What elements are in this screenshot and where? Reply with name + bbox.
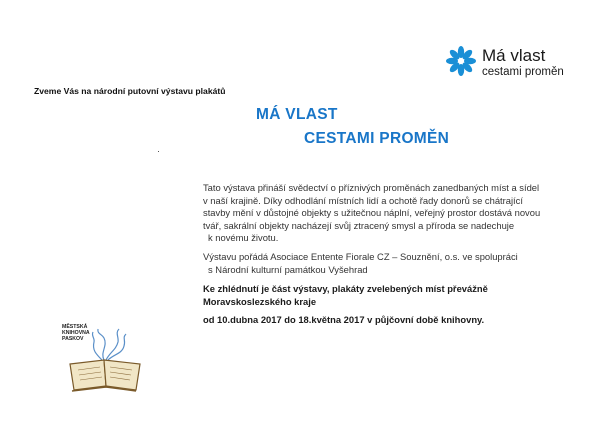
paragraph-line: Tato výstava přináší svědectví o příznivých proměnách zanedbaných míst a sídel [203,182,540,193]
organizer-paragraph [203,251,588,276]
paragraph-line: k novému životu. [208,232,279,244]
paragraph-line: stavby mění v důstojné objekty s užitečnou náplní, veřejný prostor dostává novou [203,207,541,219]
dates-line: od 10.dubna 2017 do 18.května 2017 v půjčovní době knihovny. [203,314,485,325]
exhibition-note [203,283,588,308]
flower-icon [444,44,478,78]
page-title-line2: CESTAMI PROMĚN [304,130,450,147]
paragraph-line: v naší krajině. Díky odhodlání místních lidí a ochotě řady donorů se chátrající [203,194,523,206]
paragraph-line: Moravskoslezského kraje [203,295,317,307]
library-name-line: KNIHOVNA [62,330,90,337]
invitation-line: Zveme Vás na národní putovní výstavu plakátů [34,86,226,96]
paragraph-line: tvář, sakrální objekty nacházejí svůj ztracený smysl a příroda se nadechuje [203,219,515,231]
logo-title: Má vlast [482,46,546,65]
page-title-line1: MÁ VLAST [256,106,338,123]
open-book-icon [60,324,150,394]
library-name-line: MĚSTSKÁ [62,324,88,330]
library-name-line: PASKOV [62,336,84,343]
library-logo [60,324,150,394]
description-paragraph [203,182,588,245]
exhibition-logo [444,44,594,84]
paragraph-line: Výstavu pořádá Asociace Entente Fiorale CZ – Souznění, o.s. ve spolupráci [203,251,518,262]
logo-subtitle: cestami proměn [482,66,564,78]
paragraph-line: s Národní kulturní památkou Vyšehrad [208,263,368,275]
exhibition-dates [203,314,588,327]
stray-dot [158,151,159,152]
paragraph-line: Ke zhlédnutí je část výstavy, plakáty zvelebených míst převážně [203,283,488,294]
